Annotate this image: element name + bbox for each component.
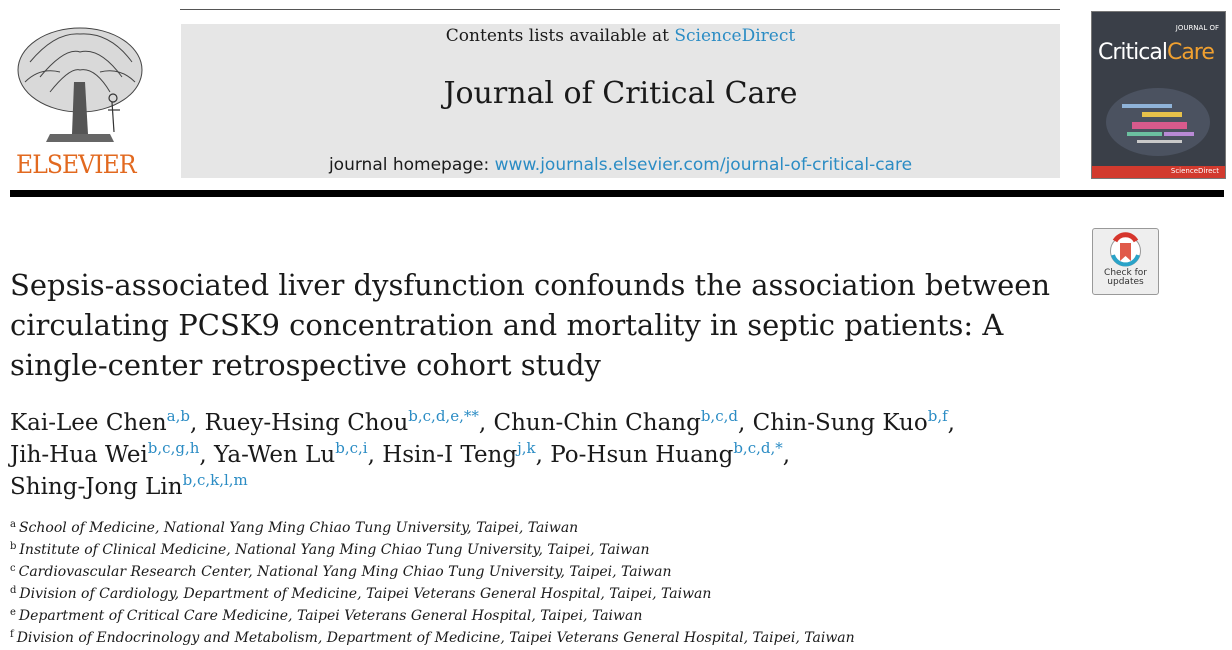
- affiliation-letter: f: [10, 629, 14, 640]
- header-divider-bar: [10, 190, 1224, 197]
- article-title: Sepsis-associated liver dysfunction confounds the association between circulating PCSK9 concentration and mortality in septic patients: A single-center retrospective cohort study: [10, 268, 1051, 382]
- crossmark-icon: [1093, 231, 1158, 271]
- author-separator: ,: [782, 442, 791, 468]
- author-name: Chin-Sung Kuo: [752, 410, 928, 436]
- author-name: Ya-Wen Lu: [214, 442, 336, 468]
- elsevier-tree-icon: [10, 22, 150, 147]
- author-separator: ,: [535, 442, 551, 468]
- affiliation-text: Division of Cardiology, Department of Medicine, Taipei Veterans General Hospital, Taipei, Taiwan: [19, 586, 712, 602]
- author-name: Chun-Chin Chang: [493, 410, 701, 436]
- affiliation-letter: d: [10, 585, 17, 596]
- journal-cover-thumbnail[interactable]: [1091, 11, 1226, 179]
- sciencedirect-link[interactable]: ScienceDirect: [674, 26, 796, 46]
- author-affiliation-link[interactable]: b,f: [927, 407, 948, 425]
- journal-homepage-link[interactable]: www.journals.elsevier.com/journal-of-critical-care: [494, 155, 913, 175]
- affiliation-item: [10, 518, 1060, 540]
- affiliation-text: Institute of Clinical Medicine, National Yang Ming Chiao Tung University, Taipei, Taiwan: [19, 542, 650, 558]
- homepage-prefix: journal homepage:: [328, 155, 495, 175]
- badge-line2: updates: [1107, 277, 1144, 287]
- cover-small-text: JOURNAL OF: [1175, 24, 1219, 32]
- homepage-line: [181, 155, 1060, 175]
- author-separator: ,: [478, 410, 494, 436]
- author-list: [10, 408, 1060, 504]
- affiliation-list: [10, 518, 1060, 650]
- journal-header-banner: [181, 24, 1060, 178]
- affiliation-letter: a: [10, 519, 16, 530]
- affiliation-text: Cardiovascular Research Center, National Yang Ming Chiao Tung University, Taipei, Taiwan: [18, 564, 672, 580]
- badge-label: [1093, 269, 1158, 287]
- author-separator: ,: [367, 442, 383, 468]
- author-name: Kai-Lee Chen: [10, 410, 167, 436]
- author-separator: ,: [190, 410, 205, 436]
- author-name: Jih-Hua Wei: [10, 442, 148, 468]
- author-affiliation-link[interactable]: b,c,d,e,**: [408, 407, 479, 425]
- elsevier-logo[interactable]: [10, 22, 150, 182]
- affiliation-item: [10, 628, 1060, 650]
- cover-footer-bar: [1092, 166, 1225, 178]
- author-affiliation-link[interactable]: j,k: [517, 439, 536, 457]
- cover-footer-text: ScienceDirect: [1170, 167, 1219, 175]
- header-top-rule: [180, 9, 1060, 10]
- author-separator: ,: [199, 442, 214, 468]
- affiliation-item: [10, 606, 1060, 628]
- affiliation-letter: b: [10, 541, 17, 552]
- author-affiliation-link[interactable]: b,c,d,*: [733, 439, 783, 457]
- word-cloud-graphic: [1102, 82, 1214, 162]
- author-affiliation-link[interactable]: b,c,k,l,m: [182, 471, 248, 489]
- author-name: Po-Hsun Huang: [550, 442, 734, 468]
- affiliation-text: School of Medicine, National Yang Ming Chiao Tung University, Taipei, Taiwan: [18, 520, 579, 536]
- journal-title: Journal of Critical Care: [443, 76, 798, 111]
- cover-title-part2: Care: [1166, 40, 1214, 65]
- author-separator: ,: [947, 410, 955, 436]
- author-affiliation-link[interactable]: a,b: [166, 407, 190, 425]
- contents-line: [181, 26, 1060, 46]
- cover-title: [1098, 40, 1214, 65]
- affiliation-text: Department of Critical Care Medicine, Taipei Veterans General Hospital, Taipei, Taiwan: [18, 608, 643, 624]
- badge-line1: Check for: [1104, 268, 1147, 278]
- check-for-updates-badge[interactable]: [1092, 228, 1159, 295]
- author-name: Ruey-Hsing Chou: [204, 410, 409, 436]
- author-separator: ,: [737, 410, 753, 436]
- affiliation-letter: c: [10, 563, 16, 574]
- affiliation-item: [10, 562, 1060, 584]
- affiliation-text: Division of Endocrinology and Metabolism, Department of Medicine, Taipei Veterans General Hospital, Taipei, Taiwan: [16, 630, 855, 646]
- affiliation-letter: e: [10, 607, 16, 618]
- affiliation-item: [10, 540, 1060, 562]
- affiliation-item: [10, 584, 1060, 606]
- contents-prefix: Contents lists available at: [445, 26, 675, 46]
- cover-title-part1: Critical: [1098, 40, 1167, 65]
- author-name: Shing-Jong Lin: [10, 474, 183, 500]
- author-affiliation-link[interactable]: b,c,i: [335, 439, 368, 457]
- elsevier-wordmark: ELSEVIER: [15, 150, 136, 179]
- author-name: Hsin-I Teng: [382, 442, 518, 468]
- author-affiliation-link[interactable]: b,c,g,h: [147, 439, 200, 457]
- author-affiliation-link[interactable]: b,c,d: [700, 407, 738, 425]
